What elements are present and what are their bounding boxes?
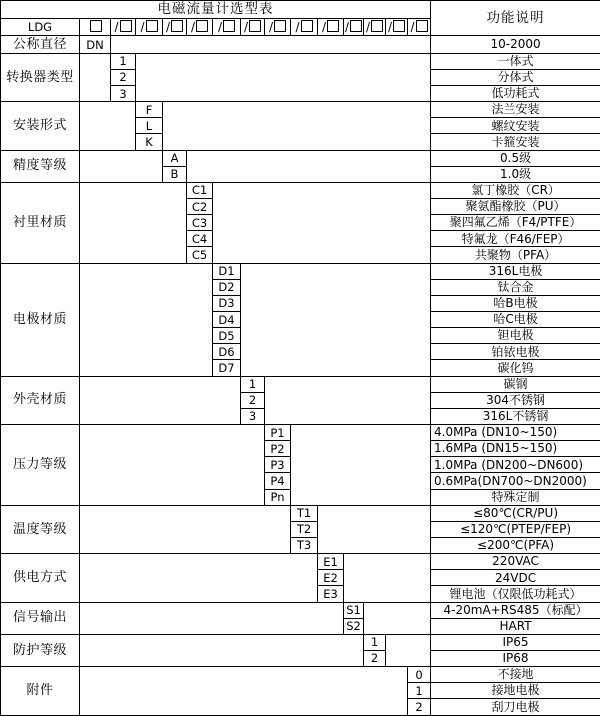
function-description: 共聚物（PFA）: [431, 247, 600, 263]
code-cell: P2: [265, 441, 291, 457]
empty-right-region: [187, 150, 431, 182]
model-slot: [163, 19, 187, 36]
empty-right-region: [318, 505, 431, 553]
code-cell: T1: [291, 505, 318, 521]
slash-mark: /: [140, 20, 145, 35]
function-description: 0.5级: [431, 150, 600, 166]
category-label-9: 供电方式: [1, 554, 80, 602]
model-slot: [187, 19, 213, 36]
code-cell: B: [163, 166, 187, 182]
code-cell: DN: [80, 36, 111, 53]
slash-mark: /: [387, 20, 393, 35]
selection-table-body: [1, 1, 600, 716]
function-description: 220VAC: [431, 554, 600, 570]
table-row: [1, 182, 600, 198]
model-slot: [265, 19, 291, 36]
function-description: ≤200℃(PFA): [431, 537, 600, 553]
function-description: 哈B电极: [431, 295, 600, 311]
model-slot: [241, 19, 265, 36]
empty-right-region: [136, 53, 431, 101]
empty-right-region: [291, 424, 431, 505]
category-label-1: 转换器类型: [1, 53, 80, 101]
empty-right-region: [241, 263, 431, 376]
code-cell: 1: [364, 634, 386, 650]
code-cell: E2: [318, 570, 344, 586]
function-description: 4-20mA+RS485（标配）: [431, 602, 600, 618]
function-description: 碳钢: [431, 376, 600, 392]
function-description: 特殊定制: [431, 489, 600, 505]
function-description: 10-2000: [431, 36, 600, 53]
empty-right-region: [386, 634, 431, 666]
code-cell: 1: [111, 53, 136, 69]
code-box-icon: [171, 20, 183, 32]
empty-left-region: [80, 602, 344, 634]
empty-left-region: [80, 53, 111, 101]
function-description: 1.0MPa (DN200~DN600): [431, 457, 600, 473]
slash-mark: /: [410, 20, 415, 35]
empty-left-region: [80, 102, 136, 150]
code-box-icon: [274, 20, 286, 32]
code-cell: E1: [318, 554, 344, 570]
empty-left-region: [80, 182, 187, 263]
table-row: [1, 36, 600, 53]
code-cell: L: [136, 118, 163, 134]
slash-mark: /: [114, 20, 119, 35]
code-cell: 1: [241, 376, 265, 392]
table-row: [1, 554, 600, 570]
category-label-7: 压力等级: [1, 424, 80, 505]
code-cell: C2: [187, 199, 213, 215]
code-box-icon: [249, 20, 261, 32]
category-label-8: 温度等级: [1, 505, 80, 553]
category-label-10: 信号输出: [1, 602, 80, 634]
table-row: [1, 602, 600, 618]
code-cell: S2: [344, 618, 364, 634]
code-cell: 3: [111, 86, 136, 102]
code-box-icon: [146, 20, 158, 32]
code-box-icon: [350, 20, 362, 32]
function-description: 不接地: [431, 667, 600, 683]
code-cell: 3: [241, 408, 265, 424]
function-description: ≤120℃(PTEP/FEP): [431, 521, 600, 537]
model-slot: [136, 19, 163, 36]
code-cell: P4: [265, 473, 291, 489]
function-description: 碳化钨: [431, 360, 600, 376]
empty-left-region: [80, 263, 213, 376]
code-box-icon: [327, 20, 339, 32]
code-cell: T2: [291, 521, 318, 537]
code-cell: D5: [213, 328, 241, 344]
table-row: [1, 263, 600, 279]
function-description: ≤80℃(CR/PU): [431, 505, 600, 521]
empty-left-region: [80, 505, 291, 553]
empty-right-region: [364, 602, 431, 634]
function-description: 卡箍安装: [431, 134, 600, 150]
code-cell: C4: [187, 231, 213, 247]
table-row: [1, 53, 600, 69]
table-row: [1, 667, 600, 683]
code-box-icon: [416, 20, 428, 32]
code-cell: P3: [265, 457, 291, 473]
code-cell: D3: [213, 295, 241, 311]
function-description: 哈C电极: [431, 311, 600, 327]
code-cell: Pn: [265, 489, 291, 505]
category-label-5: 电极材质: [1, 263, 80, 376]
empty-left-region: [80, 150, 163, 182]
model-slot: [213, 19, 241, 36]
function-description: 一体式: [431, 53, 600, 69]
category-label-12: 附件: [1, 667, 80, 716]
code-box-icon: [301, 20, 313, 32]
function-description: 锂电池（仅限低功耗式）: [431, 586, 600, 602]
empty-right-region: [344, 554, 431, 602]
function-description: IP65: [431, 634, 600, 650]
function-description: 钛合金: [431, 279, 600, 295]
code-cell: C3: [187, 215, 213, 231]
function-description: 316L不锈钢: [431, 408, 600, 424]
function-description: 316L电极: [431, 263, 600, 279]
slash-mark: /: [365, 20, 371, 35]
table-row: [1, 102, 600, 118]
code-cell: A: [163, 150, 187, 166]
category-label-6: 外壳材质: [1, 376, 80, 424]
code-box-icon: [90, 20, 102, 32]
code-box-icon: [371, 20, 383, 32]
empty-left-region: [80, 376, 241, 424]
function-description: 4.0MPa (DN10~150): [431, 424, 600, 440]
code-cell: D7: [213, 360, 241, 376]
code-cell: P1: [265, 424, 291, 440]
code-cell: C1: [187, 182, 213, 198]
code-cell: 0: [408, 667, 431, 683]
table-row: [1, 376, 600, 392]
code-cell: 2: [364, 650, 386, 666]
table-row: [1, 505, 600, 521]
function-description: 接地电极: [431, 683, 600, 699]
model-slot: [408, 19, 431, 36]
function-description: 钽电极: [431, 328, 600, 344]
code-box-icon: [393, 20, 405, 32]
empty-left-region: [80, 424, 265, 505]
function-description: 1.0级: [431, 166, 600, 182]
code-box-icon: [223, 20, 235, 32]
code-box-icon: [120, 20, 132, 32]
code-cell: 2: [241, 392, 265, 408]
code-cell: D4: [213, 311, 241, 327]
code-cell: F: [136, 102, 163, 118]
code-cell: D1: [213, 263, 241, 279]
code-cell: E3: [318, 586, 344, 602]
table-row: [1, 1, 600, 19]
code-cell: D6: [213, 344, 241, 360]
slash-mark: /: [268, 20, 274, 35]
function-description: 1.6MPa (DN15~150): [431, 441, 600, 457]
function-description: 304不锈钢: [431, 392, 600, 408]
table-row: [1, 150, 600, 166]
model-slot: [318, 19, 344, 36]
code-cell: D2: [213, 279, 241, 295]
function-description: 聚四氟乙烯（F4/PTFE）: [431, 215, 600, 231]
slash-mark: /: [243, 20, 249, 35]
model-prefix: LDG: [1, 19, 80, 36]
function-description: 24VDC: [431, 570, 600, 586]
function-description: 0.6MPa(DN700~DN2000): [431, 473, 600, 489]
table-title: 电磁流量计选型表: [1, 1, 431, 19]
code-cell: K: [136, 134, 163, 150]
function-column-header: 功能说明: [431, 1, 600, 36]
code-cell: 2: [408, 699, 431, 716]
slash-mark: /: [321, 20, 327, 35]
function-description: HART: [431, 618, 600, 634]
function-description: 氯丁橡胶（CR）: [431, 182, 600, 198]
category-label-3: 精度等级: [1, 150, 80, 182]
empty-right-region: [213, 182, 431, 263]
slash-mark: /: [295, 20, 300, 35]
function-description: 特氟龙（F46/FEP）: [431, 231, 600, 247]
category-label-2: 安装形式: [1, 102, 80, 150]
function-description: IP68: [431, 650, 600, 666]
slash-mark: /: [344, 20, 350, 35]
category-label-4: 衬里材质: [1, 182, 80, 263]
empty-left-region: [80, 667, 408, 716]
function-description: 法兰安装: [431, 102, 600, 118]
code-cell: C5: [187, 247, 213, 263]
function-description: 铂铱电极: [431, 344, 600, 360]
category-label-0: 公称直径: [1, 36, 80, 53]
table-row: [1, 634, 600, 650]
empty-right-region: [265, 376, 431, 424]
model-slot: [344, 19, 364, 36]
slash-mark: /: [165, 20, 171, 35]
model-slot: [364, 19, 386, 36]
category-label-11: 防护等级: [1, 634, 80, 666]
empty-left-region: [80, 554, 318, 602]
code-cell: T3: [291, 537, 318, 553]
code-cell: 2: [111, 69, 136, 85]
slash-mark: /: [217, 20, 223, 35]
model-slot: [111, 19, 136, 36]
function-description: 低功耗式: [431, 86, 600, 102]
function-description: 聚氨酯橡胶（PU）: [431, 199, 600, 215]
slash-mark: /: [190, 20, 196, 35]
function-description: 刮刀电极: [431, 699, 600, 716]
empty-right-region: [111, 36, 431, 53]
model-slot: [291, 19, 318, 36]
code-cell: 1: [408, 683, 431, 699]
function-description: 分体式: [431, 69, 600, 85]
code-box-icon: [196, 20, 208, 32]
code-cell: S1: [344, 602, 364, 618]
empty-left-region: [80, 634, 364, 666]
table-row: [1, 424, 600, 440]
model-first-slot: [80, 19, 111, 36]
empty-right-region: [163, 102, 431, 150]
function-description: 螺纹安装: [431, 118, 600, 134]
model-slot: [386, 19, 408, 36]
